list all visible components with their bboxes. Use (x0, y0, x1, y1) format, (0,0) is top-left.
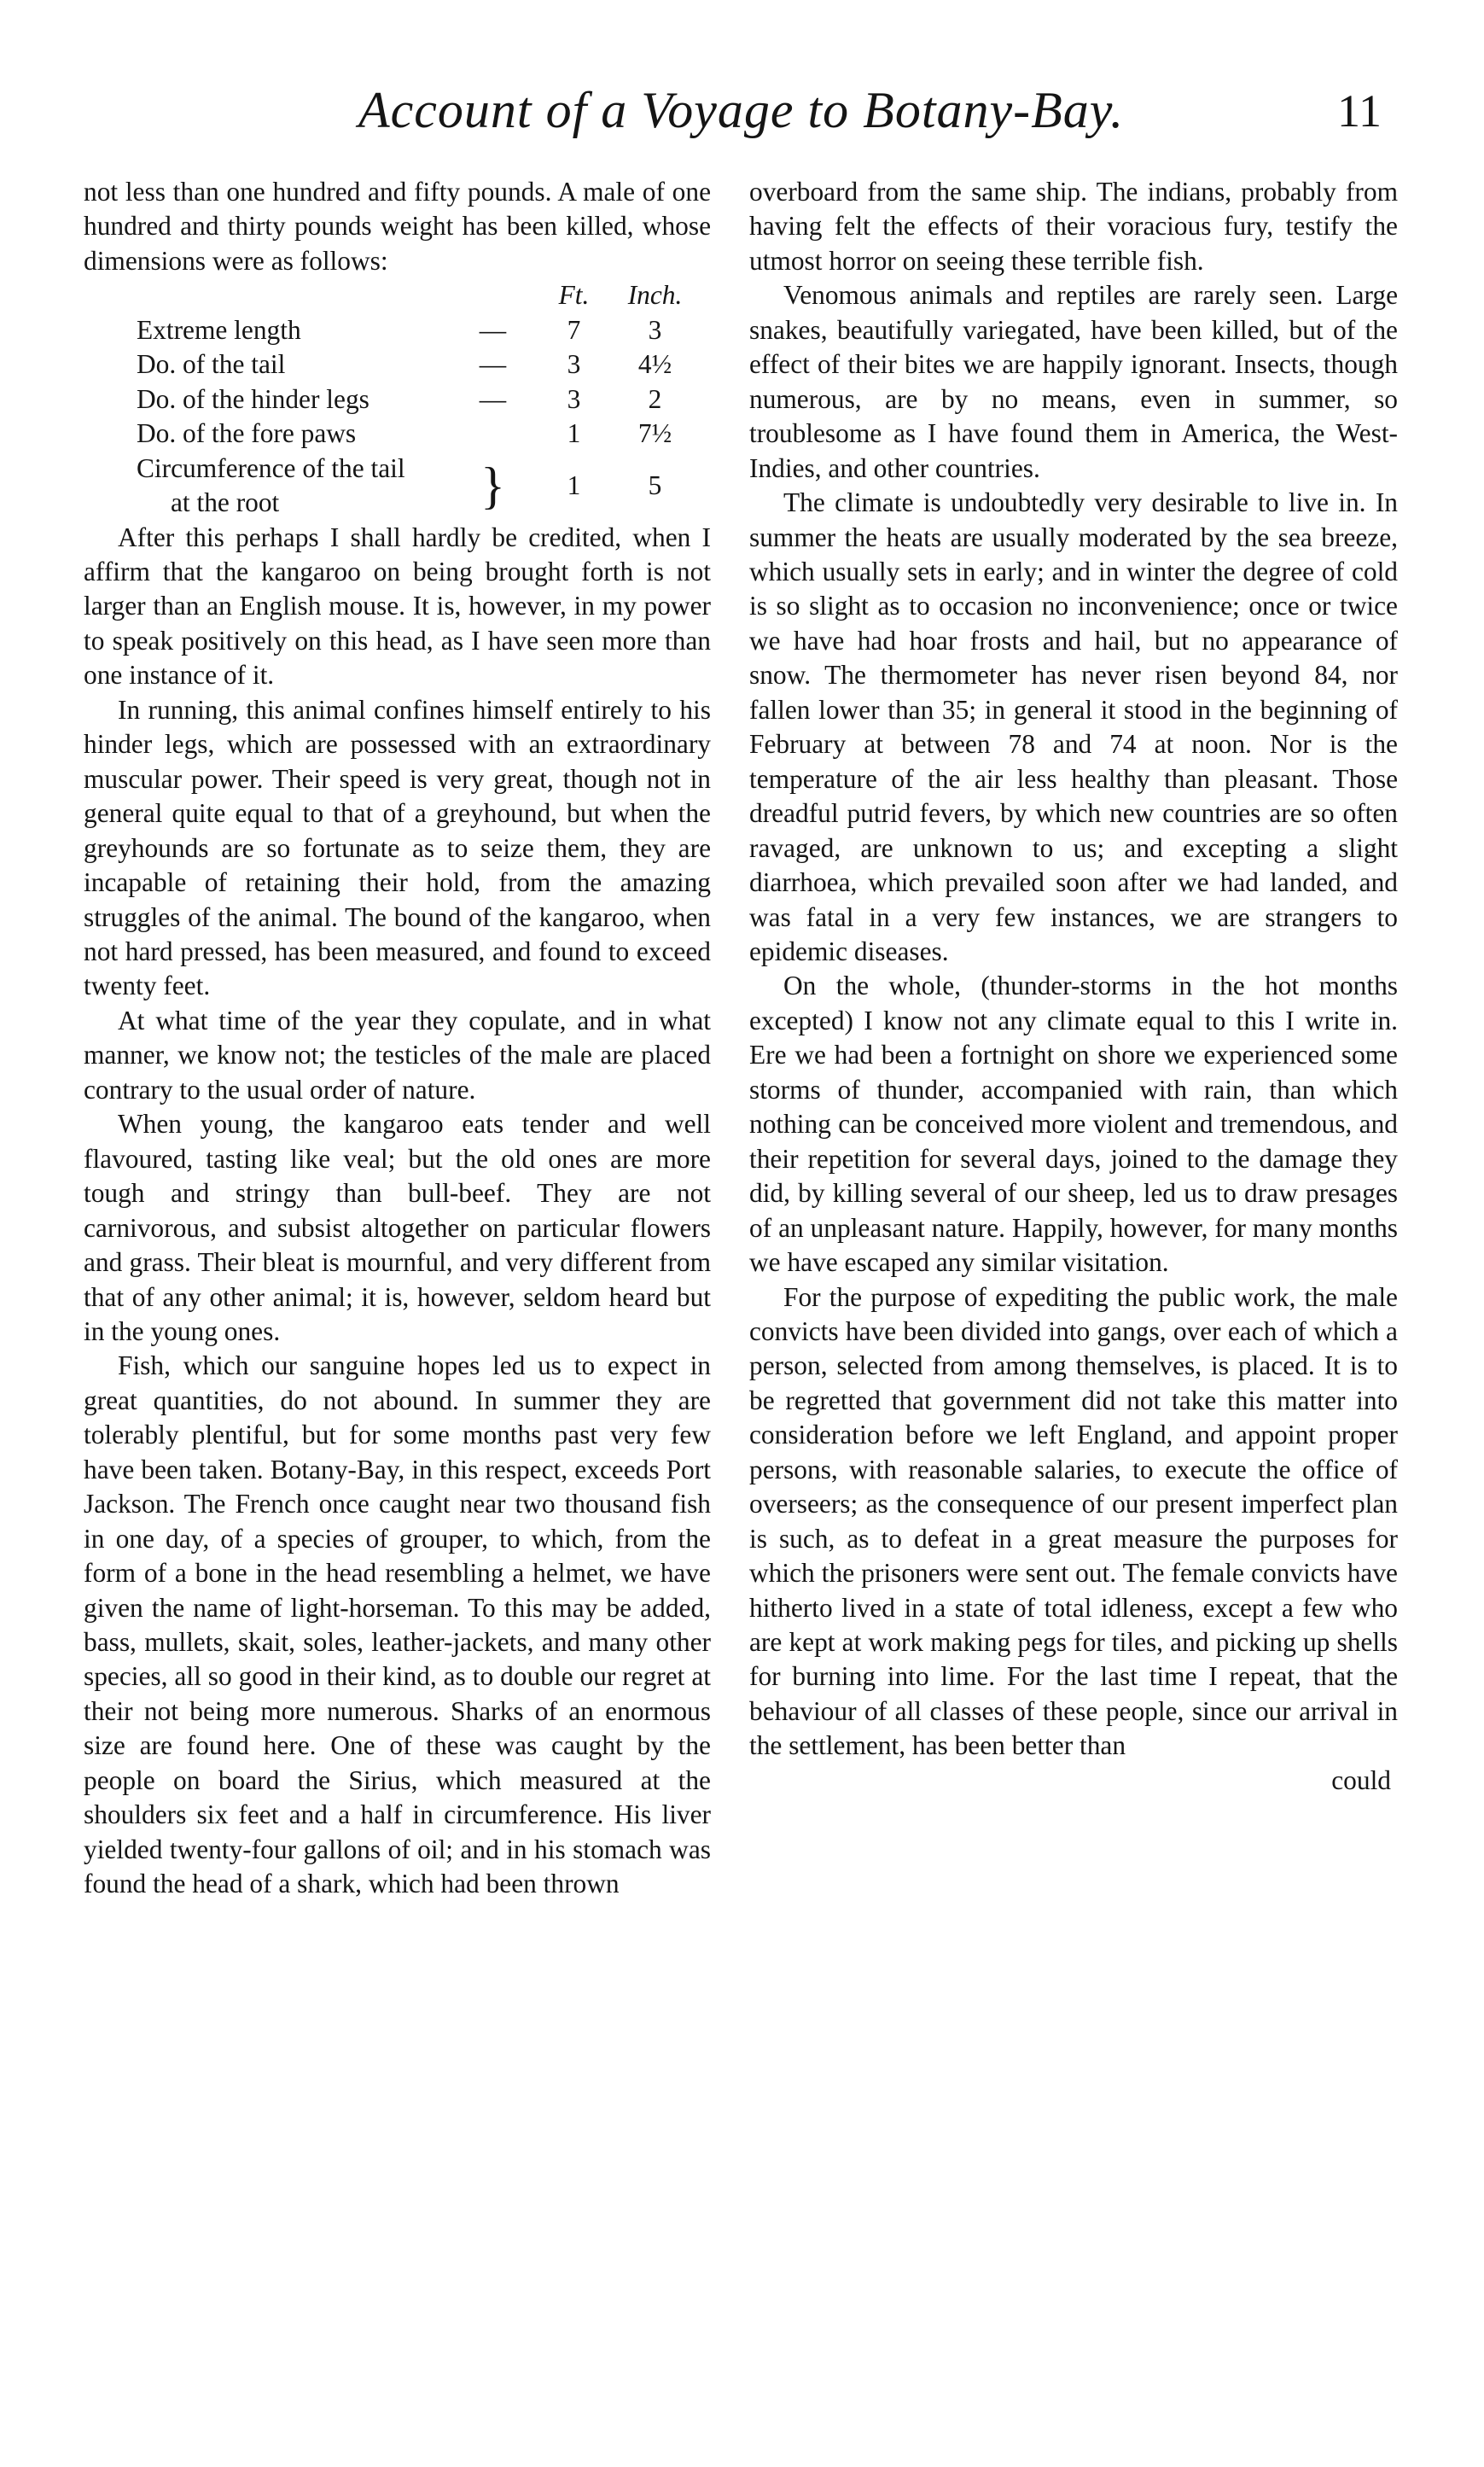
table-row-circumference (137, 452, 695, 486)
row-ft: 3 (567, 349, 581, 380)
row-label: Do. of the fore paws (137, 418, 357, 449)
paragraph: On the whole, (thunder-storms in the hot months excepted) I know not any climate equal to this I write in. Ere we had been a fortnight on shore we experienced some storms of thunder, accompanied with rain, than which nothing can be conceived more violent and tremendous, and their repetition for several days, joined to the damage they did, by killing several of our sheep, led us to draw presages of an unpleasant nature. Happily, however, for many months we have escaped any similar visitation. (749, 971, 1398, 1278)
row-label: Circumference of the tail (137, 452, 405, 483)
paragraph: The climate is undoubtedly very desirable to live in. In summer the heats are usually moderated by the sea breeze, which usually sets in early; and in winter the degree of cold is so slight as to occasion no inconvenience; once or twice we have had hoar frosts and hail, but no appearance of snow. The thermometer has never risen beyond 84, nor fallen lower than 35; in general it stood in the beginning of February at between 78 and 74 at noon. Nor is the temperature of the air less healthy than pleasant. Those dreadful putrid fevers, by which new countries are so often ravaged, are unknown to us; and excepting a slight diarrhoea, which prevailed soon after we had landed, and was fatal in a very few instances, we are strangers to epidemic diseases. (749, 487, 1398, 966)
row-ft: 1 (567, 418, 581, 449)
paragraph: At what time of the year they copulate, and in what manner, we know not; the testicles of the male are placed contrary to the usual order of nature. (84, 1005, 711, 1105)
row-label: Extreme length (137, 314, 301, 345)
row-dash: — (479, 349, 507, 380)
row-inch: 5 (648, 469, 662, 500)
row-label: Do. of the hinder legs (137, 383, 370, 414)
table-row (137, 313, 695, 347)
row-dash: — (479, 314, 507, 345)
row-inch: 4½ (637, 349, 672, 380)
catchword: could (1331, 1764, 1391, 1795)
table-row (137, 417, 695, 451)
row-inch: 3 (648, 314, 662, 345)
table-row (137, 347, 695, 382)
running-head (0, 81, 1484, 149)
row-inch: 2 (648, 383, 662, 414)
row-dash: — (479, 383, 507, 414)
paragraph: For the purpose of expediting the public work, the male convicts have been divided into gangs, over each of which a person, selected from among themselves, is placed. It is to be regretted that government did not take this matter into consideration before we left England, and appoint proper persons, with reasonable salaries, to execute the office of overseers; as the consequence of our present imperfect plan is such, as to defeat in a great measure the purposes for which the prisoners were sent out. The female convicts have hitherto lived in a state of total idleness, except a few who are kept at work making pegs for tiles, and picking up shells for burning into lime. For the last time I repeat, that the behaviour of all classes of these people, since our arrival in the settlement, has been better than (749, 1281, 1398, 1761)
row-label: at the root (171, 487, 280, 518)
row-inch: 7½ (637, 418, 672, 449)
table-row (137, 382, 695, 417)
row-label: Do. of the tail (137, 349, 286, 380)
right-column (749, 175, 1398, 1798)
left-column (84, 175, 711, 1902)
column-header-inch: Inch. (627, 280, 683, 311)
paragraph: overboard from the same ship. The indians, probably from having felt the effects of their voracious fury, testify the utmost horror on seeing these terrible fish. (749, 177, 1398, 276)
paragraph: After this perhaps I shall hardly be credited, when I affirm that the kangaroo on being brought forth is not larger than an English mouse. It is, however, in my power to speak positively on this head, as I have seen more than one instance of it. (84, 522, 711, 691)
paragraph: Venomous animals and reptiles are rarely seen. Large snakes, beautifully variegated, have been killed, but of the effect of their bites we are happily ignorant. Insects, though numerous, are by no means, even in summer, so troublesome as I have found them in America, the West-Indies, and other countries. (749, 280, 1398, 483)
table-header-row (137, 278, 695, 312)
row-dash (452, 417, 533, 451)
row-ft: 3 (567, 383, 581, 414)
paragraph-intro: not less than one hundred and fifty pounds. A male of one hundred and thirty pounds weight has been killed, whose dimensions were as follows: (84, 177, 711, 276)
row-ft: 1 (567, 469, 581, 500)
paragraph: Fish, which our sanguine hopes led us to expect in great quantities, do not abound. In summer they are tolerably plentiful, but for some months past very few have been taken. Botany-Bay, in this respect, exceeds Port Jackson. The French once caught near two thousand fish in one day, of a species of grouper, to which, from the form of a bone in the head resembling a helmet, we have given the name of light-horseman. To this may be added, bass, mullets, skait, soles, leather-jackets, and many other species, all so good in their kind, as to double our regret at their not being more numerous. Sharks of an enormous size are found here. One of these was caught by the people on board the Sirius, which measured at the shoulders six feet and a half in circumference. His liver yielded twenty-four gallons of oil; and in his stomach was found the head of a shark, which had been thrown (84, 1350, 711, 1899)
column-header-ft: Ft. (558, 280, 590, 311)
running-title: Account of a Voyage to Botany-Bay. (358, 82, 1125, 138)
paragraph: When young, the kangaroo eats tender and well flavoured, tasting like veal; but the old ones are more tough and stringy than bull-beef. They are not carnivorous, and subsist altogether on particular flowers and grass. Their bleat is mournful, and very different from that of any other animal; it is, however, seldom heard but in the young ones. (84, 1109, 711, 1346)
brace-glyph: } (480, 457, 505, 514)
row-ft: 7 (567, 314, 581, 345)
paragraph: In running, this animal confines himself entirely to his hinder legs, which are possessed with an extraordinary muscular power. Their speed is very great, though not in general quite equal to that of a greyhound, but when the greyhounds are so fortunate as to seize them, they are incapable of retaining their hold, from the amazing struggles of the animal. The bound of the kangaroo, when not hard pressed, has been measured, and found to exceed twenty feet. (84, 694, 711, 1001)
page-number: 11 (1337, 85, 1382, 137)
dimensions-table (137, 278, 695, 520)
